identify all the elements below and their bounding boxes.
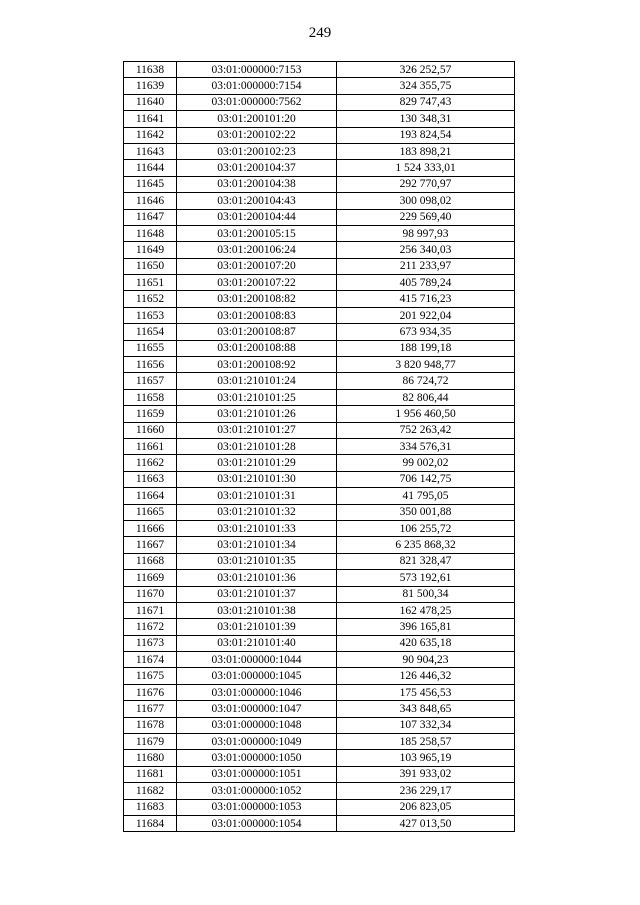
- value-cell: 99 002,02: [337, 455, 515, 471]
- value-cell: 1 956 460,50: [337, 406, 515, 422]
- value-cell: 162 478,25: [337, 602, 515, 618]
- cadastral-number-cell: 03:01:200102:23: [177, 143, 337, 159]
- cadastral-number-cell: 03:01:200107:22: [177, 275, 337, 291]
- table-row: [124, 94, 515, 110]
- cadastral-number-cell: 03:01:210101:39: [177, 619, 337, 635]
- row-number-cell: 11673: [124, 635, 177, 651]
- table-row: [124, 766, 515, 782]
- row-number-cell: 11681: [124, 766, 177, 782]
- table-row: [124, 389, 515, 405]
- table-row: [124, 438, 515, 454]
- cadastral-number-cell: 03:01:210101:26: [177, 406, 337, 422]
- row-number-cell: 11656: [124, 357, 177, 373]
- row-number-cell: 11677: [124, 701, 177, 717]
- row-number-cell: 11646: [124, 193, 177, 209]
- row-number-cell: 11682: [124, 783, 177, 799]
- cadastral-number-cell: 03:01:200102:22: [177, 127, 337, 143]
- row-number-cell: 11649: [124, 242, 177, 258]
- value-cell: 41 795,05: [337, 488, 515, 504]
- row-number-cell: 11651: [124, 275, 177, 291]
- value-cell: 326 252,57: [337, 62, 515, 78]
- cadastral-number-cell: 03:01:200104:43: [177, 193, 337, 209]
- row-number-cell: 11650: [124, 258, 177, 274]
- row-number-cell: 11670: [124, 586, 177, 602]
- table-row: [124, 602, 515, 618]
- table-row: [124, 553, 515, 569]
- value-cell: 343 848,65: [337, 701, 515, 717]
- table-row: [124, 799, 515, 815]
- cadastral-number-cell: 03:01:200104:44: [177, 209, 337, 225]
- row-number-cell: 11665: [124, 504, 177, 520]
- value-cell: 103 965,19: [337, 750, 515, 766]
- table-row: [124, 635, 515, 651]
- table-row: [124, 324, 515, 340]
- cadastral-number-cell: 03:01:210101:38: [177, 602, 337, 618]
- row-number-cell: 11657: [124, 373, 177, 389]
- value-cell: 183 898,21: [337, 143, 515, 159]
- cadastral-number-cell: 03:01:000000:1051: [177, 766, 337, 782]
- table-row: [124, 422, 515, 438]
- cadastral-number-cell: 03:01:000000:1052: [177, 783, 337, 799]
- value-cell: 706 142,75: [337, 471, 515, 487]
- cadastral-number-cell: 03:01:210101:32: [177, 504, 337, 520]
- row-number-cell: 11641: [124, 111, 177, 127]
- table-row: [124, 307, 515, 323]
- table-row: [124, 143, 515, 159]
- cadastral-number-cell: 03:01:210101:29: [177, 455, 337, 471]
- cadastral-number-cell: 03:01:210101:35: [177, 553, 337, 569]
- cadastral-number-cell: 03:01:210101:28: [177, 438, 337, 454]
- row-number-cell: 11674: [124, 652, 177, 668]
- value-cell: 206 823,05: [337, 799, 515, 815]
- cadastral-number-cell: 03:01:200101:20: [177, 111, 337, 127]
- cadastral-number-cell: 03:01:210101:24: [177, 373, 337, 389]
- table-row: [124, 504, 515, 520]
- row-number-cell: 11654: [124, 324, 177, 340]
- row-number-cell: 11683: [124, 799, 177, 815]
- row-number-cell: 11668: [124, 553, 177, 569]
- value-cell: 82 806,44: [337, 389, 515, 405]
- value-cell: 292 770,97: [337, 176, 515, 192]
- value-cell: 821 328,47: [337, 553, 515, 569]
- value-cell: 256 340,03: [337, 242, 515, 258]
- value-cell: 300 098,02: [337, 193, 515, 209]
- value-cell: 126 446,32: [337, 668, 515, 684]
- value-cell: 185 258,57: [337, 734, 515, 750]
- cadastral-number-cell: 03:01:000000:1044: [177, 652, 337, 668]
- value-cell: 752 263,42: [337, 422, 515, 438]
- table-row: [124, 537, 515, 553]
- cadastral-number-cell: 03:01:210101:40: [177, 635, 337, 651]
- value-cell: 3 820 948,77: [337, 357, 515, 373]
- row-number-cell: 11638: [124, 62, 177, 78]
- cadastral-number-cell: 03:01:210101:27: [177, 422, 337, 438]
- value-cell: 829 747,43: [337, 94, 515, 110]
- value-cell: 211 233,97: [337, 258, 515, 274]
- table-row: [124, 291, 515, 307]
- row-number-cell: 11647: [124, 209, 177, 225]
- table-row: [124, 78, 515, 94]
- value-cell: 86 724,72: [337, 373, 515, 389]
- table-row: [124, 684, 515, 700]
- row-number-cell: 11667: [124, 537, 177, 553]
- cadastral-number-cell: 03:01:210101:36: [177, 570, 337, 586]
- value-cell: 427 013,50: [337, 815, 515, 831]
- table-row: [124, 701, 515, 717]
- table-row: [124, 619, 515, 635]
- cadastral-number-cell: 03:01:000000:1047: [177, 701, 337, 717]
- row-number-cell: 11660: [124, 422, 177, 438]
- row-number-cell: 11680: [124, 750, 177, 766]
- row-number-cell: 11643: [124, 143, 177, 159]
- table-row: [124, 406, 515, 422]
- table-row: [124, 668, 515, 684]
- table-row: [124, 373, 515, 389]
- row-number-cell: 11644: [124, 160, 177, 176]
- cadastral-number-cell: 03:01:200106:24: [177, 242, 337, 258]
- row-number-cell: 11669: [124, 570, 177, 586]
- cadastral-number-cell: 03:01:200108:87: [177, 324, 337, 340]
- value-cell: 324 355,75: [337, 78, 515, 94]
- cadastral-number-cell: 03:01:200104:37: [177, 160, 337, 176]
- page-number: 249: [308, 25, 332, 41]
- value-cell: 175 456,53: [337, 684, 515, 700]
- row-number-cell: 11639: [124, 78, 177, 94]
- value-cell: 81 500,34: [337, 586, 515, 602]
- table-row: [124, 160, 515, 176]
- row-number-cell: 11662: [124, 455, 177, 471]
- cadastral-number-cell: 03:01:210101:37: [177, 586, 337, 602]
- table-row: [124, 750, 515, 766]
- value-cell: 350 001,88: [337, 504, 515, 520]
- row-number-cell: 11675: [124, 668, 177, 684]
- cadastral-number-cell: 03:01:000000:1053: [177, 799, 337, 815]
- table-row: [124, 258, 515, 274]
- cadastral-number-cell: 03:01:210101:34: [177, 537, 337, 553]
- table-row: [124, 275, 515, 291]
- cadastral-number-cell: 03:01:000000:1048: [177, 717, 337, 733]
- row-number-cell: 11678: [124, 717, 177, 733]
- row-number-cell: 11671: [124, 602, 177, 618]
- value-cell: 188 199,18: [337, 340, 515, 356]
- row-number-cell: 11672: [124, 619, 177, 635]
- value-cell: 420 635,18: [337, 635, 515, 651]
- row-number-cell: 11659: [124, 406, 177, 422]
- cadastral-number-cell: 03:01:200107:20: [177, 258, 337, 274]
- cadastral-number-cell: 03:01:000000:1050: [177, 750, 337, 766]
- row-number-cell: 11652: [124, 291, 177, 307]
- value-cell: 229 569,40: [337, 209, 515, 225]
- row-number-cell: 11684: [124, 815, 177, 831]
- cadastral-number-cell: 03:01:210101:25: [177, 389, 337, 405]
- table-row: [124, 209, 515, 225]
- value-cell: 673 934,35: [337, 324, 515, 340]
- table-row: [124, 176, 515, 192]
- cadastral-number-cell: 03:01:000000:7154: [177, 78, 337, 94]
- table-row: [124, 815, 515, 831]
- value-cell: 98 997,93: [337, 225, 515, 241]
- table-row: [124, 652, 515, 668]
- table-row: [124, 783, 515, 799]
- value-cell: 415 716,23: [337, 291, 515, 307]
- cadastral-number-cell: 03:01:000000:7562: [177, 94, 337, 110]
- cadastral-number-cell: 03:01:210101:31: [177, 488, 337, 504]
- row-number-cell: 11679: [124, 734, 177, 750]
- value-cell: 334 576,31: [337, 438, 515, 454]
- value-cell: 107 332,34: [337, 717, 515, 733]
- registry-table: [123, 61, 515, 832]
- cadastral-number-cell: 03:01:200104:38: [177, 176, 337, 192]
- table-row: [124, 570, 515, 586]
- cadastral-number-cell: 03:01:210101:33: [177, 520, 337, 536]
- value-cell: 396 165,81: [337, 619, 515, 635]
- row-number-cell: 11658: [124, 389, 177, 405]
- registry-table-body: [124, 62, 515, 832]
- row-number-cell: 11676: [124, 684, 177, 700]
- row-number-cell: 11664: [124, 488, 177, 504]
- table-row: [124, 340, 515, 356]
- table-row: [124, 520, 515, 536]
- value-cell: 201 922,04: [337, 307, 515, 323]
- cadastral-number-cell: 03:01:200105:15: [177, 225, 337, 241]
- table-row: [124, 225, 515, 241]
- row-number-cell: 11642: [124, 127, 177, 143]
- cadastral-number-cell: 03:01:210101:30: [177, 471, 337, 487]
- value-cell: 130 348,31: [337, 111, 515, 127]
- table-row: [124, 111, 515, 127]
- value-cell: 106 255,72: [337, 520, 515, 536]
- table-row: [124, 488, 515, 504]
- table-row: [124, 471, 515, 487]
- table-row: [124, 193, 515, 209]
- row-number-cell: 11663: [124, 471, 177, 487]
- row-number-cell: 11666: [124, 520, 177, 536]
- value-cell: 405 789,24: [337, 275, 515, 291]
- row-number-cell: 11653: [124, 307, 177, 323]
- cadastral-number-cell: 03:01:000000:1045: [177, 668, 337, 684]
- row-number-cell: 11655: [124, 340, 177, 356]
- value-cell: 90 904,23: [337, 652, 515, 668]
- row-number-cell: 11648: [124, 225, 177, 241]
- value-cell: 193 824,54: [337, 127, 515, 143]
- cadastral-number-cell: 03:01:000000:1054: [177, 815, 337, 831]
- value-cell: 391 933,02: [337, 766, 515, 782]
- value-cell: 1 524 333,01: [337, 160, 515, 176]
- table-row: [124, 734, 515, 750]
- table-row: [124, 357, 515, 373]
- table-row: [124, 127, 515, 143]
- cadastral-number-cell: 03:01:200108:82: [177, 291, 337, 307]
- value-cell: 6 235 868,32: [337, 537, 515, 553]
- value-cell: 573 192,61: [337, 570, 515, 586]
- cadastral-number-cell: 03:01:200108:88: [177, 340, 337, 356]
- table-row: [124, 586, 515, 602]
- table-row: [124, 717, 515, 733]
- row-number-cell: 11645: [124, 176, 177, 192]
- value-cell: 236 229,17: [337, 783, 515, 799]
- table-row: [124, 455, 515, 471]
- cadastral-number-cell: 03:01:200108:92: [177, 357, 337, 373]
- cadastral-number-cell: 03:01:000000:1046: [177, 684, 337, 700]
- cadastral-number-cell: 03:01:000000:1049: [177, 734, 337, 750]
- table-row: [124, 242, 515, 258]
- table-row: [124, 62, 515, 78]
- row-number-cell: 11640: [124, 94, 177, 110]
- cadastral-number-cell: 03:01:000000:7153: [177, 62, 337, 78]
- cadastral-number-cell: 03:01:200108:83: [177, 307, 337, 323]
- row-number-cell: 11661: [124, 438, 177, 454]
